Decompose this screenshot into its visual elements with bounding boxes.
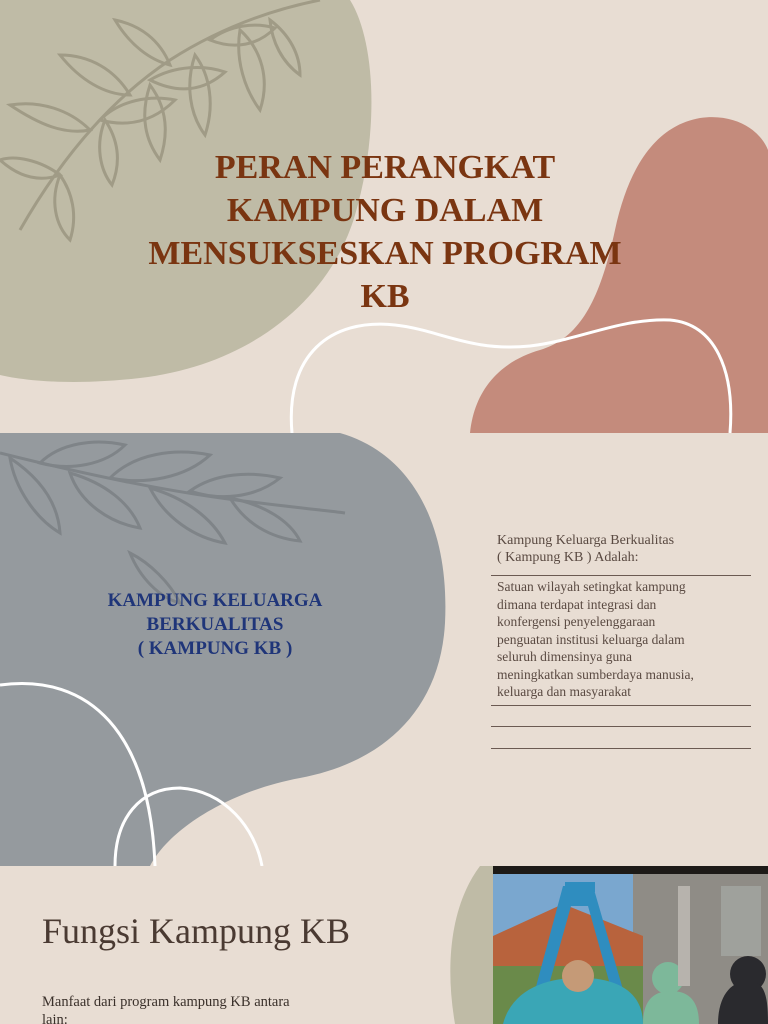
- photo-community-activity: [493, 866, 768, 1024]
- body-line: lain:: [42, 1012, 68, 1024]
- header-line: Kampung Keluarga Berkualitas: [497, 533, 675, 548]
- body-line: meningkatkan sumberdaya manusia,: [497, 666, 694, 682]
- body-line: Manfaat dari program kampung KB antara: [42, 994, 290, 1010]
- table-rule: [491, 705, 751, 706]
- body-line: penguatan institusi keluarga dalam: [497, 631, 685, 647]
- body-line: dimana terdapat integrasi dan: [497, 596, 657, 612]
- table-rule: [491, 726, 751, 727]
- table-rule: [491, 748, 751, 749]
- body-line: seluruh dimensinya guna: [497, 649, 632, 664]
- slide-kampung-kb: [0, 433, 768, 866]
- title-line: KB: [360, 278, 410, 315]
- title-line: KAMPUNG DALAM: [226, 192, 544, 229]
- slide1-title: [100, 146, 670, 318]
- slide3-title: Fungsi Kampung KB: [42, 911, 351, 951]
- table-rule: [491, 575, 751, 576]
- photo-illustration: [493, 866, 768, 1024]
- slide-fungsi: [0, 866, 768, 1024]
- title-line: BERKUALITAS: [146, 614, 284, 635]
- body-line: konfergensi penyelenggaraan: [497, 614, 656, 629]
- title-line: PERAN PERANGKAT: [214, 149, 556, 186]
- slide3-body: [42, 993, 342, 1024]
- title-line: ( KAMPUNG KB ): [137, 638, 293, 659]
- definition-table-body: [497, 578, 747, 701]
- slide2-title: [60, 589, 370, 661]
- definition-table-header: [497, 532, 747, 566]
- header-line: ( Kampung KB ) Adalah:: [497, 550, 639, 565]
- title-line: KAMPUNG KELUARGA: [107, 590, 323, 611]
- slide-title: [0, 0, 768, 433]
- title-line: MENSUKSESKAN PROGRAM: [148, 235, 622, 272]
- body-line: Satuan wilayah setingkat kampung: [497, 579, 686, 594]
- body-line: keluarga dan masyarakat: [497, 684, 631, 699]
